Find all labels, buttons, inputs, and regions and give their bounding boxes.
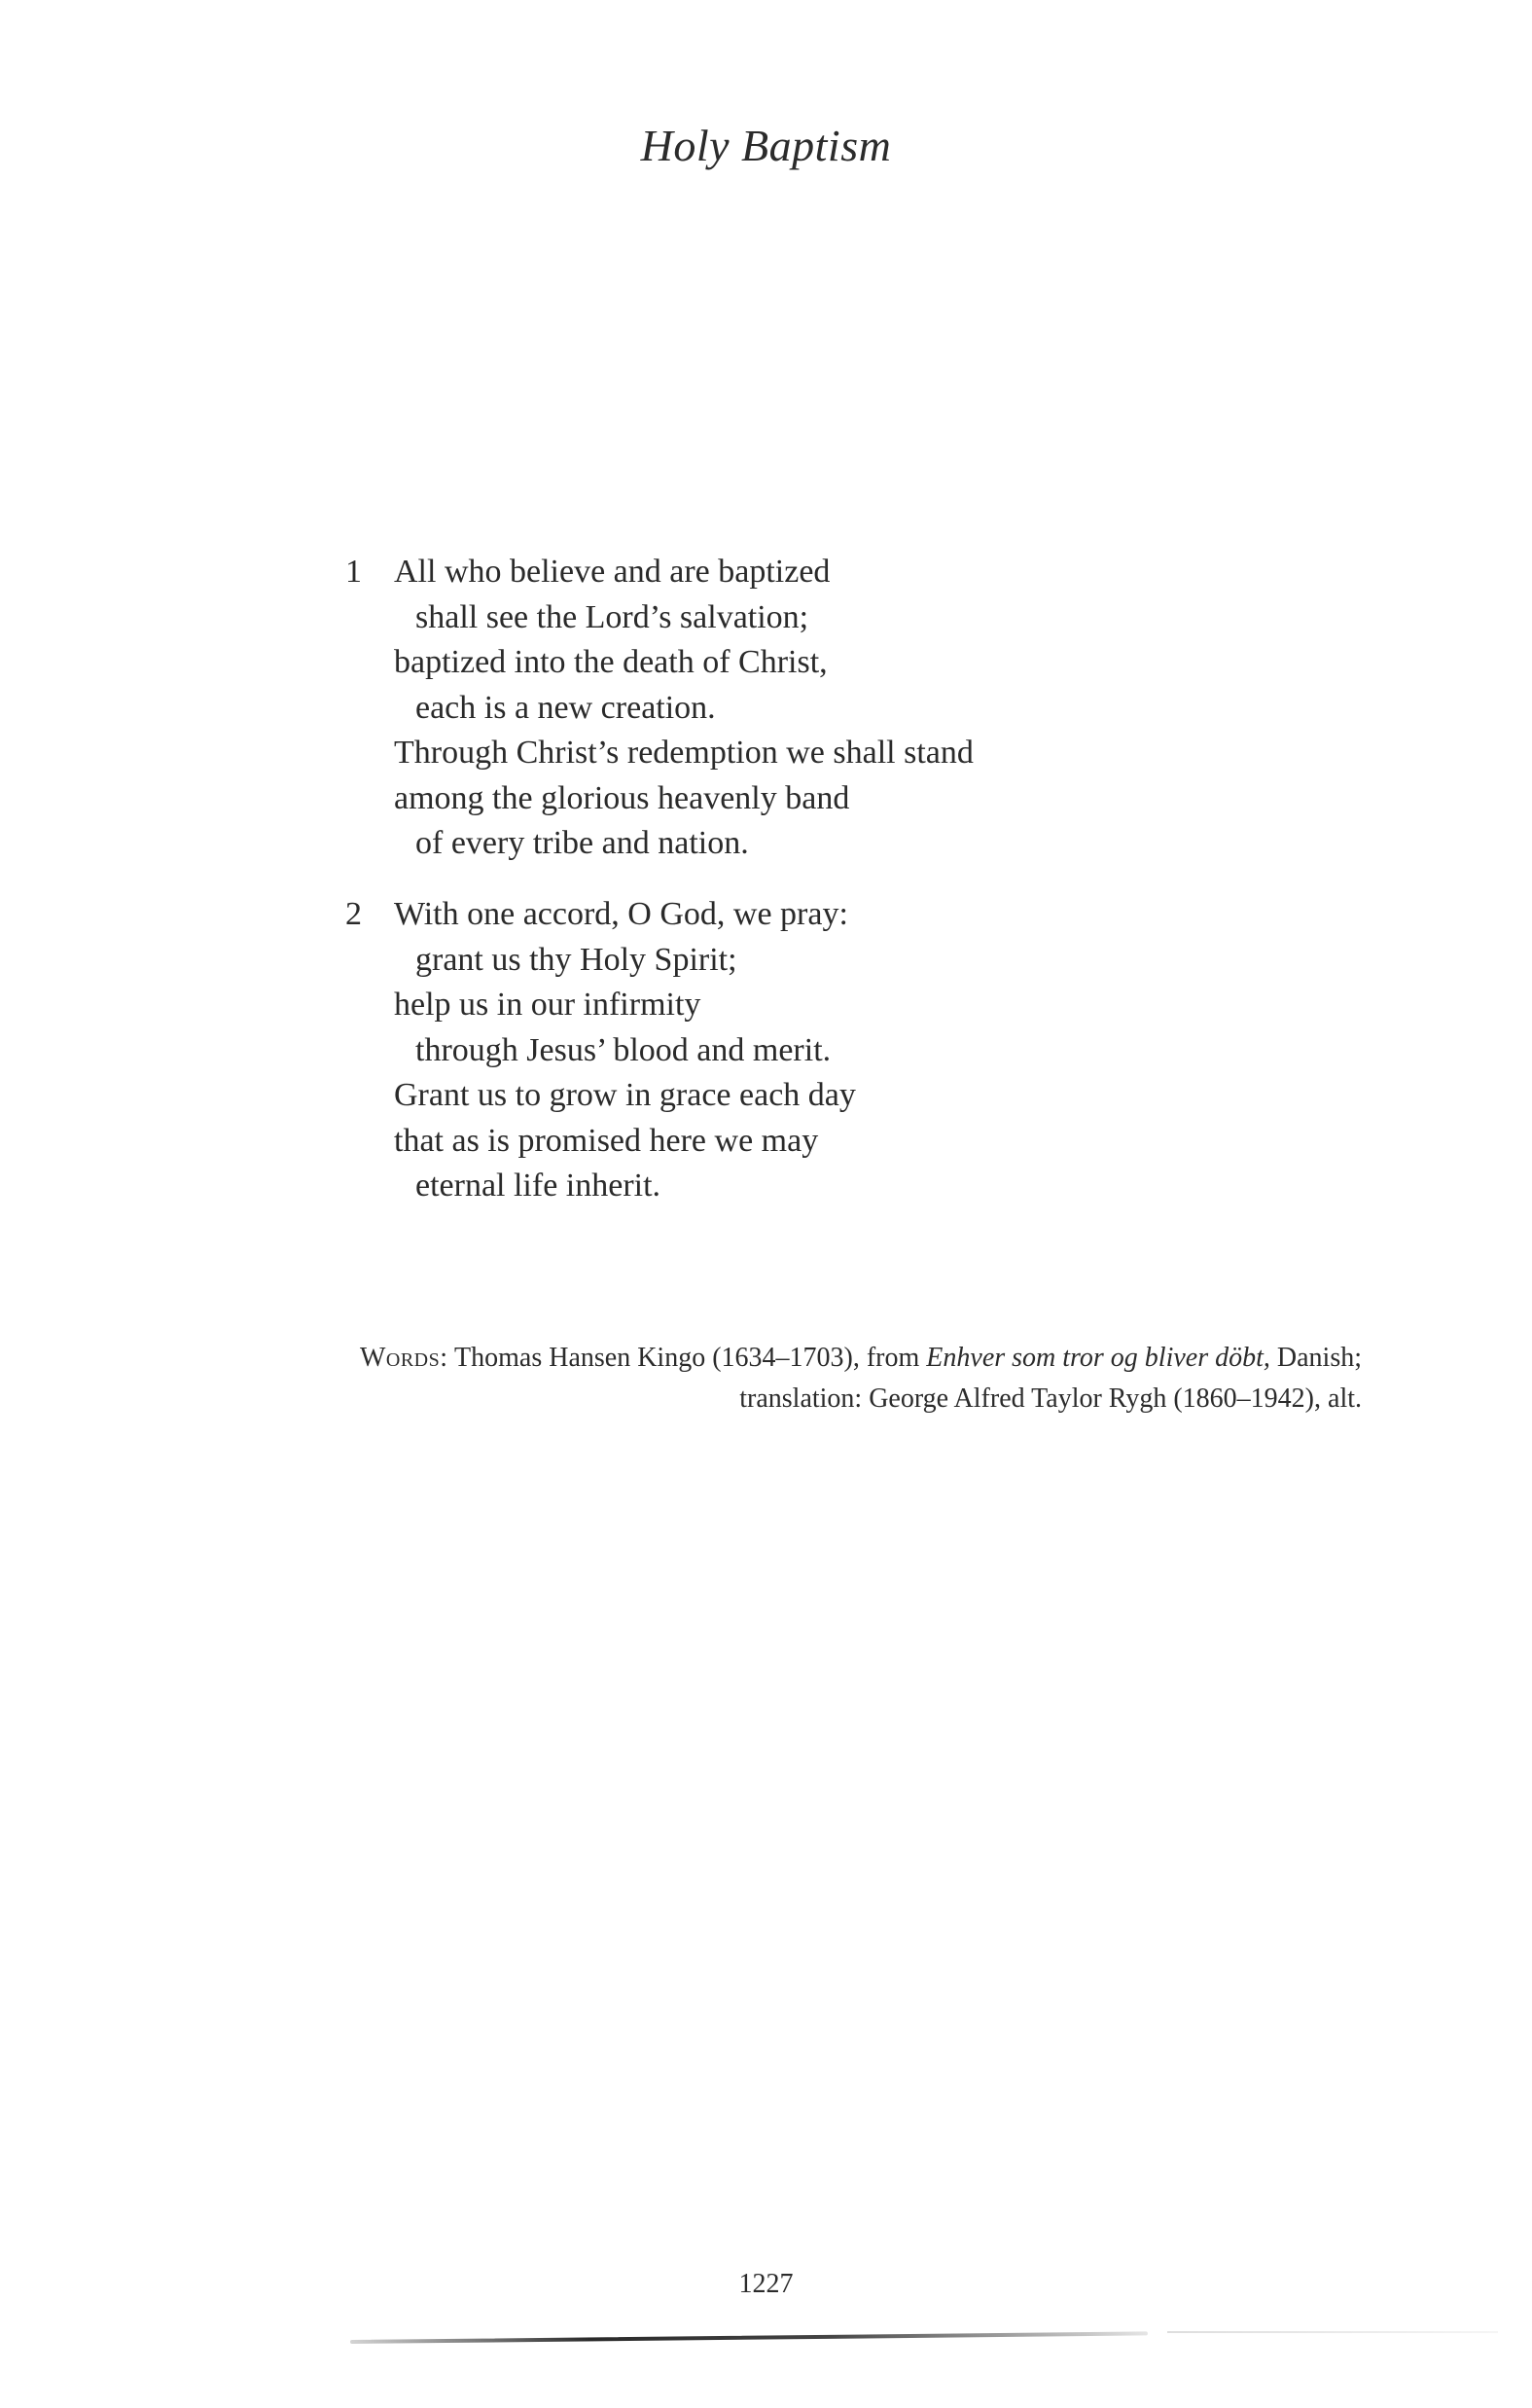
hymn-line: Grant us to grow in grace each day: [394, 1077, 856, 1113]
stanza-1: [345, 550, 1221, 867]
credit-author: Thomas Hansen Kingo (1634–1703), from: [454, 1343, 920, 1373]
stanza-lines: [394, 892, 1221, 1209]
words-credit: [185, 1338, 1362, 1420]
credit-line-author: [185, 1338, 1362, 1379]
hymn-line: shall see the Lord’s salvation;: [415, 598, 809, 635]
credit-source-title: Enhver som tror og bliver döbt,: [926, 1343, 1270, 1373]
credit-label: Words:: [359, 1343, 448, 1373]
page-number: 1227: [738, 2269, 794, 2299]
hymn-line: grant us thy Holy Spirit;: [415, 941, 737, 978]
hymn-line: among the glorious heavenly band: [394, 779, 850, 816]
credit-language: Danish;: [1276, 1343, 1362, 1373]
hymn-line: of every tribe and nation.: [415, 825, 749, 861]
hymn-line: Through Christ’s redemption we shall stand: [394, 735, 974, 771]
hymn-line: baptized into the death of Christ,: [394, 644, 828, 680]
stanza-number: 2: [345, 896, 362, 932]
page-title: Holy Baptism: [640, 121, 892, 170]
hymn-line: each is a new creation.: [415, 689, 716, 726]
bottom-rule: [350, 2331, 1148, 2344]
stanza-2: [345, 892, 1221, 1209]
bottom-rule-faint: [1167, 2331, 1498, 2333]
hymn-line: With one accord, O God, we pray:: [394, 896, 848, 932]
hymn-line: eternal life inherit.: [415, 1168, 661, 1204]
hymn-line: through Jesus’ blood and merit.: [415, 1031, 832, 1068]
hymn-line: All who believe and are baptized: [394, 554, 831, 590]
stanza-number: 1: [345, 554, 362, 590]
credit-translation: translation: George Alfred Taylor Rygh (1860–1942), alt.: [739, 1384, 1362, 1414]
stanza-lines: [394, 550, 1221, 867]
hymn-line: help us in our infirmity: [394, 987, 701, 1023]
hymn-line: that as is promised here we may: [394, 1122, 819, 1159]
